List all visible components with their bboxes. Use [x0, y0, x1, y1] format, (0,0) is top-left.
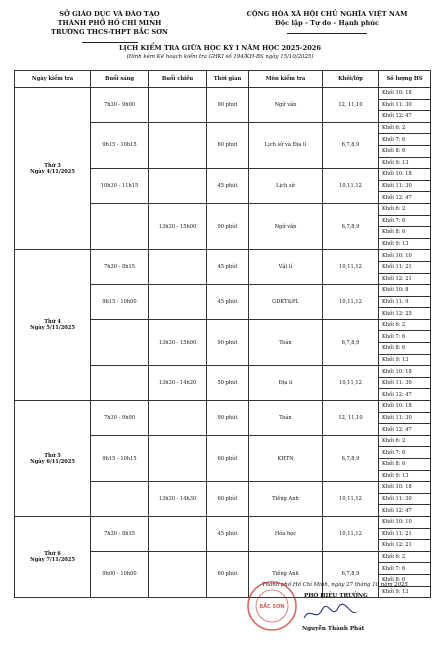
duration-cell: 50 phút	[207, 366, 249, 401]
morning-time-cell: 9h15 - 10h15	[91, 435, 149, 481]
table-row	[15, 250, 431, 262]
document-title-block	[40, 44, 400, 61]
table-header-row	[15, 71, 431, 88]
morning-time-cell: 9h15 - 10h00	[91, 285, 149, 320]
morning-time-cell: 7h30 - 8h15	[91, 250, 149, 285]
col-header: Thời gian	[207, 71, 249, 88]
grade-levels-cell: 6,7,8,9	[323, 435, 379, 481]
student-count-cell: Khối 11: 30	[379, 180, 431, 192]
duration-cell: 45 phút	[207, 169, 249, 204]
morning-time-cell	[91, 203, 149, 249]
header-left	[22, 10, 197, 46]
afternoon-time-cell	[149, 401, 207, 436]
student-count-cell: Khối 6: 2	[379, 122, 431, 134]
svg-text:BẮC SƠN: BẮC SƠN	[259, 604, 285, 610]
underline	[287, 33, 367, 34]
afternoon-time-cell	[149, 516, 207, 551]
day-date: Ngày 6/11/2025	[30, 458, 75, 465]
student-count-cell: Khối 8: 6	[379, 574, 431, 586]
grade-levels-cell: 6,7,8,9	[323, 122, 379, 168]
student-count-cell: Khối 6: 2	[379, 319, 431, 331]
document-subtitle: (Đính kèm Kế hoạch kiểm tra GHKI số 194/KH-BS ngày 15/10/2025)	[126, 53, 314, 60]
duration-cell: 90 phút	[207, 401, 249, 436]
afternoon-time-cell	[149, 250, 207, 285]
day-name: Thứ 6	[44, 551, 61, 558]
afternoon-time-cell	[149, 285, 207, 320]
subject-cell: KHTN	[249, 435, 323, 481]
student-count-cell: Khối 8: 6	[379, 145, 431, 157]
afternoon-time-cell: 13h30 - 15h00	[149, 319, 207, 365]
student-count-cell: Khối 10: 18	[379, 169, 431, 181]
signature	[300, 602, 360, 624]
signer-name: Nguyễn Thành Phát	[302, 626, 365, 632]
grade-levels-cell: 12, 11,10	[323, 88, 379, 123]
col-header: Ngày kiểm tra	[15, 71, 91, 88]
student-count-cell: Khối 9: 13	[379, 470, 431, 482]
student-count-cell: Khối 11: 9	[379, 296, 431, 308]
document-title: LỊCH KIỂM TRA GIỮA HỌC KỲ I NĂM HỌC 2025-2026	[119, 44, 321, 52]
morning-time-cell: 10h30 - 11h15	[91, 169, 149, 204]
morning-time-cell	[91, 482, 149, 517]
grade-levels-cell: 10,11,12	[323, 169, 379, 204]
student-count-cell: Khối 12: 47	[379, 505, 431, 517]
student-count-cell: Khối 12: 21	[379, 273, 431, 285]
student-count-cell: Khối 6: 2	[379, 551, 431, 563]
day-date: Ngày 5/11/2025	[30, 325, 75, 332]
duration-cell: 90 phút	[207, 88, 249, 123]
country-name: CỘNG HÒA XÃ HỘI CHỦ NGHĨA VIỆT NAM	[246, 10, 408, 18]
student-count-cell: Khối 10: 18	[379, 366, 431, 378]
student-count-cell: Khối 9: 13	[379, 157, 431, 169]
afternoon-time-cell	[149, 169, 207, 204]
student-count-cell: Khối 12: 21	[379, 540, 431, 552]
grade-levels-cell: 10,11,12	[323, 285, 379, 320]
day-cell	[15, 401, 91, 517]
city-name: THÀNH PHỐ HỒ CHÍ MINH	[57, 19, 162, 27]
grade-levels-cell: 10,11,12	[323, 366, 379, 401]
afternoon-time-cell: 13h30 - 14h20	[149, 366, 207, 401]
afternoon-time-cell	[149, 551, 207, 597]
student-count-cell: Khối 9: 13	[379, 238, 431, 250]
afternoon-time-cell	[149, 122, 207, 168]
grade-levels-cell: 10,11,12	[323, 482, 379, 517]
student-count-cell: Khối 12: 47	[379, 192, 431, 204]
student-count-cell: Khối 8: 6	[379, 227, 431, 239]
student-count-cell: Khối 8: 6	[379, 459, 431, 471]
student-count-cell: Khối 10: 18	[379, 401, 431, 413]
day-name: Thứ 4	[44, 319, 61, 326]
school-name: TRƯỜNG THCS-THPT BẮC SƠN	[51, 28, 168, 36]
morning-time-cell: 7h30 - 8h15	[91, 516, 149, 551]
subject-cell: Toán	[249, 319, 323, 365]
student-count-cell: Khối 7: 6	[379, 563, 431, 575]
student-count-cell: Khối 7: 6	[379, 215, 431, 227]
student-count-cell: Khối 9: 13	[379, 586, 431, 598]
school-stamp	[246, 580, 298, 632]
table-row	[15, 88, 431, 100]
afternoon-time-cell: 13h30 - 15h00	[149, 203, 207, 249]
subject-cell: Lịch sử và Địa lí	[249, 122, 323, 168]
day-name: Thứ 5	[44, 452, 61, 459]
student-count-cell: Khối 6: 2	[379, 435, 431, 447]
col-header: Số lượng HS	[379, 71, 431, 88]
grade-levels-cell: 6,7,8,9	[323, 203, 379, 249]
student-count-cell: Khối 11: 30	[379, 377, 431, 389]
duration-cell: 45 phút	[207, 285, 249, 320]
student-count-cell: Khối 12: 47	[379, 424, 431, 436]
col-header: Môn kiểm tra	[249, 71, 323, 88]
underline	[82, 42, 138, 43]
day-cell	[15, 88, 91, 250]
day-cell	[15, 516, 91, 597]
student-count-cell: Khối 10: 18	[379, 88, 431, 100]
table-body	[15, 88, 431, 598]
morning-time-cell: 7h30 - 9h00	[91, 88, 149, 123]
national-motto: Độc lập - Tự do - Hạnh phúc	[274, 19, 380, 27]
duration-cell: 45 phút	[207, 250, 249, 285]
grade-levels-cell: 10,11,12	[323, 250, 379, 285]
grade-levels-cell: 6,7,8,9	[323, 551, 379, 597]
student-count-cell: Khối 7: 6	[379, 447, 431, 459]
signer-role: PHÓ HIỆU TRƯỞNG	[304, 593, 368, 599]
student-count-cell: Khối 9: 13	[379, 354, 431, 366]
student-count-cell: Khối 12: 47	[379, 111, 431, 123]
duration-cell: 45 phút	[207, 516, 249, 551]
duration-cell: 60 phút	[207, 435, 249, 481]
table-row	[15, 516, 431, 528]
student-count-cell: Khối 10: 8	[379, 285, 431, 297]
afternoon-time-cell	[149, 88, 207, 123]
subject-cell: Toán	[249, 401, 323, 436]
morning-time-cell: 9h00 - 10h00	[91, 551, 149, 597]
day-date: Ngày 4/11/2025	[30, 168, 75, 175]
col-header: Buổi chiều	[149, 71, 207, 88]
student-count-cell: Khối 11: 30	[379, 99, 431, 111]
table-row	[15, 401, 431, 413]
subject-cell: Ngữ văn	[249, 88, 323, 123]
student-count-cell: Khối 11: 30	[379, 493, 431, 505]
student-count-cell: Khối 12: 25	[379, 308, 431, 320]
subject-cell: Hóa học	[249, 516, 323, 551]
col-header: Khối/lớp	[323, 71, 379, 88]
afternoon-time-cell: 13h30 - 14h30	[149, 482, 207, 517]
duration-cell: 90 phút	[207, 203, 249, 249]
grade-levels-cell: 12, 11,10	[323, 401, 379, 436]
subject-cell: Lịch sử	[249, 169, 323, 204]
grade-levels-cell: 10,11,12	[323, 516, 379, 551]
header-right	[232, 10, 422, 37]
department-name: SỞ GIÁO DỤC VÀ ĐÀO TẠO	[59, 10, 160, 18]
morning-time-cell: 9h15 - 10h15	[91, 122, 149, 168]
student-count-cell: Khối 11: 30	[379, 412, 431, 424]
student-count-cell: Khối 10: 10	[379, 250, 431, 262]
student-count-cell: Khối 10: 10	[379, 516, 431, 528]
student-count-cell: Khối 11: 21	[379, 261, 431, 273]
student-count-cell: Khối 8: 6	[379, 343, 431, 355]
subject-cell: Ngữ văn	[249, 203, 323, 249]
student-count-cell: Khối 10: 18	[379, 482, 431, 494]
col-header: Buổi sáng	[91, 71, 149, 88]
student-count-cell: Khối 7: 6	[379, 331, 431, 343]
day-name: Thứ 3	[44, 162, 61, 169]
exam-schedule-table	[14, 70, 431, 598]
afternoon-time-cell	[149, 435, 207, 481]
student-count-cell: Khối 7: 6	[379, 134, 431, 146]
morning-time-cell: 7h30 - 9h00	[91, 401, 149, 436]
duration-cell: 60 phút	[207, 551, 249, 597]
grade-levels-cell: 6,7,8,9	[323, 319, 379, 365]
place-date: Thành phố Hồ Chí Minh, ngày 27 tháng 10 năm 2025	[262, 582, 408, 588]
duration-cell: 60 phút	[207, 122, 249, 168]
morning-time-cell	[91, 319, 149, 365]
duration-cell: 60 phút	[207, 482, 249, 517]
student-count-cell: Khối 12: 47	[379, 389, 431, 401]
morning-time-cell	[91, 366, 149, 401]
subject-cell: Tiếng Anh	[249, 551, 323, 597]
student-count-cell: Khối 6: 2	[379, 203, 431, 215]
subject-cell: Vật lí	[249, 250, 323, 285]
subject-cell: Tiếng Anh	[249, 482, 323, 517]
duration-cell: 90 phút	[207, 319, 249, 365]
day-date: Ngày 7/11/2025	[30, 557, 75, 564]
day-cell	[15, 250, 91, 401]
subject-cell: GDKT&PL	[249, 285, 323, 320]
subject-cell: Địa lí	[249, 366, 323, 401]
student-count-cell: Khối 11: 21	[379, 528, 431, 540]
